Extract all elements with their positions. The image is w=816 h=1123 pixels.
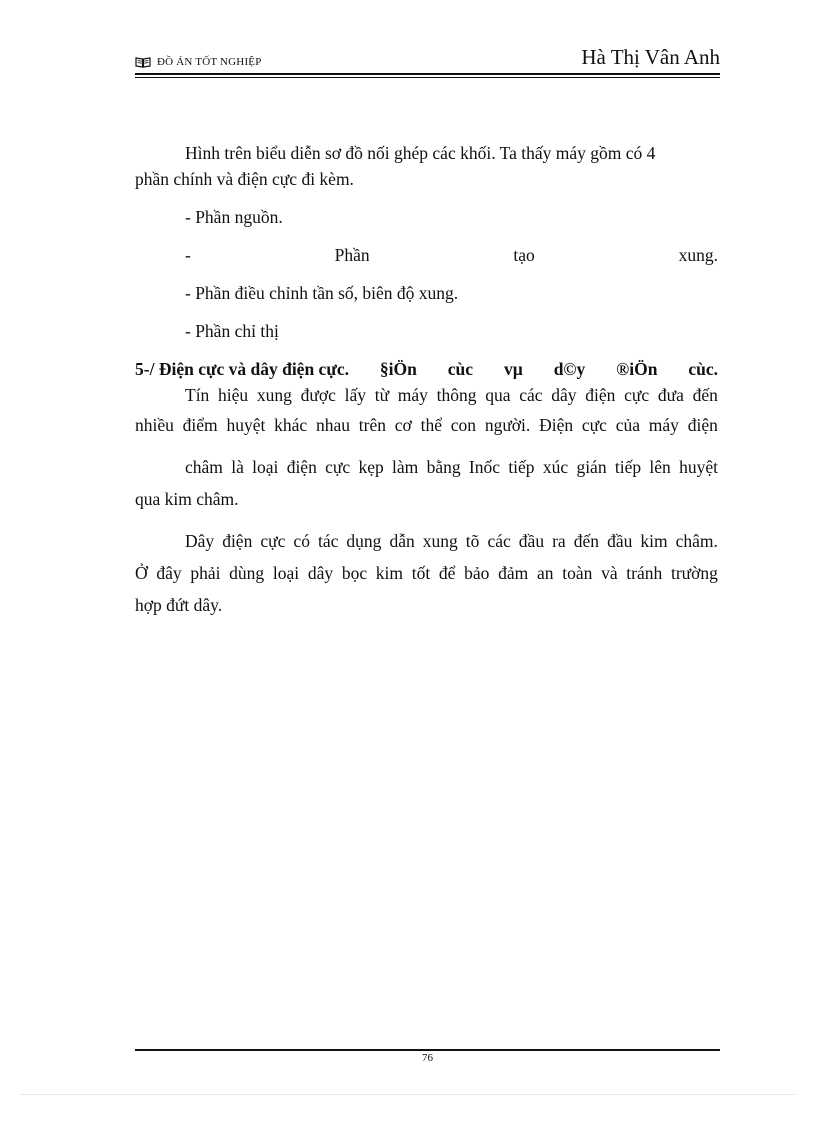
word: máy xyxy=(397,385,428,405)
word: đảm xyxy=(498,563,529,583)
word: tiếp xyxy=(614,457,642,477)
word: cơ xyxy=(394,415,412,435)
word: Điện xyxy=(539,415,574,435)
word: người. xyxy=(484,415,531,435)
section-heading xyxy=(135,356,718,382)
word: bằng xyxy=(426,457,461,477)
word: đầu xyxy=(607,531,633,551)
word: dụng xyxy=(346,531,382,551)
word: Tín xyxy=(185,385,210,405)
word: đầu xyxy=(518,531,545,551)
para1-line1: Hình trên biểu diễn sơ đồ nối ghép các khối. Ta thấy máy gồm có 4 xyxy=(185,143,656,163)
list-item-display: - Phần chỉ thị xyxy=(185,321,279,341)
para3-line2 xyxy=(135,560,718,586)
word: hiệu xyxy=(218,385,249,405)
word: qua xyxy=(485,385,511,405)
word: được xyxy=(300,385,336,405)
word: tránh xyxy=(626,563,663,583)
word: kim xyxy=(640,531,668,551)
page-edge xyxy=(20,1094,796,1095)
word: khác xyxy=(274,415,308,435)
word: cực xyxy=(260,531,286,551)
word: thể xyxy=(420,415,442,435)
word: cùc. xyxy=(688,359,718,379)
word: nhau xyxy=(315,415,350,435)
word: tõ xyxy=(465,531,480,551)
word: máy xyxy=(648,415,679,435)
word: dây xyxy=(307,563,334,583)
word: cực xyxy=(624,385,650,405)
word: xung xyxy=(256,385,292,405)
word: dây xyxy=(551,385,577,405)
word: có xyxy=(293,531,310,551)
word: các xyxy=(487,531,511,551)
word: lên xyxy=(649,457,671,477)
word: dùng xyxy=(229,563,265,583)
para2-line4: qua kim châm. xyxy=(135,489,239,509)
page-header xyxy=(135,46,720,72)
word: để xyxy=(438,563,456,583)
word: Ở xyxy=(135,563,148,583)
word: Dây xyxy=(185,531,215,551)
word: tác xyxy=(317,531,339,551)
header-rule-thick xyxy=(135,73,720,75)
word: và xyxy=(601,563,618,583)
word: cùc xyxy=(447,359,474,379)
header-left xyxy=(135,56,262,68)
word: huyệt xyxy=(226,415,266,435)
footer-rule xyxy=(135,1049,720,1051)
word: xung. xyxy=(678,245,718,265)
word: bảo xyxy=(464,563,490,583)
para2-line2 xyxy=(135,412,718,438)
word: vµ xyxy=(503,359,523,379)
para2-line1 xyxy=(135,382,718,408)
word: đây xyxy=(156,563,182,583)
author-name: Hà Thị Vân Anh xyxy=(581,45,720,69)
word: nhiều xyxy=(135,415,174,435)
word: huyệt xyxy=(679,457,718,477)
word: điện xyxy=(222,531,253,551)
word: dẫn xyxy=(389,531,415,551)
word: an xyxy=(536,563,554,583)
word: châm xyxy=(185,457,223,477)
list-item-pulse xyxy=(135,242,718,268)
word: toàn xyxy=(562,563,593,583)
para1-line2: phần chính và điện cực đi kèm. xyxy=(135,169,354,189)
word: là xyxy=(231,457,244,477)
word: đến xyxy=(573,531,600,551)
word: châm. xyxy=(675,531,718,551)
word: - xyxy=(185,245,191,265)
word: cực xyxy=(325,457,351,477)
word: từ xyxy=(374,385,390,405)
page-body xyxy=(135,140,718,618)
word: Phần xyxy=(334,245,370,265)
word: gián xyxy=(576,457,607,477)
word: trường xyxy=(670,563,718,583)
word: phải xyxy=(190,563,221,583)
list-item-adjust: - Phần điều chỉnh tần số, biên độ xung. xyxy=(185,283,459,303)
word: d©y xyxy=(553,359,586,379)
header-rule-thin xyxy=(135,77,720,78)
word: điện xyxy=(687,415,718,435)
para3-line1 xyxy=(135,528,718,554)
word: của xyxy=(615,415,640,435)
word: loại xyxy=(272,563,300,583)
para2-line3 xyxy=(135,454,718,480)
heading-title: 5-/ Điện cực và dây điện cực. xyxy=(135,359,349,379)
thesis-label: ĐỒ ÁN TỐT NGHIỆP xyxy=(157,56,262,68)
word: tạo xyxy=(513,245,535,265)
word: xúc xyxy=(542,457,569,477)
word: thông xyxy=(436,385,477,405)
word: kim xyxy=(375,563,404,583)
para3-line3: hợp đứt dây. xyxy=(135,595,223,615)
word: điểm xyxy=(182,415,218,435)
word: con xyxy=(450,415,477,435)
word: làm xyxy=(392,457,419,477)
word: ®iÖn xyxy=(616,359,658,379)
word: tiếp xyxy=(508,457,535,477)
word: bọc xyxy=(341,563,368,583)
word: ra xyxy=(552,531,566,551)
word: §iÖn xyxy=(379,359,417,379)
word: loại xyxy=(252,457,279,477)
word: kẹp xyxy=(358,457,384,477)
word: Inốc xyxy=(468,457,501,477)
word: điện xyxy=(286,457,317,477)
word: xung xyxy=(422,531,458,551)
word: cực xyxy=(581,415,607,435)
word: các xyxy=(519,385,543,405)
list-item-power: - Phần nguồn. xyxy=(185,207,283,227)
page-number: 76 xyxy=(422,1052,433,1064)
open-book-icon xyxy=(135,56,151,68)
word: tốt xyxy=(411,563,431,583)
word: điện xyxy=(585,385,616,405)
word: lấy xyxy=(344,385,366,405)
word: đưa xyxy=(657,385,684,405)
word: đến xyxy=(692,385,718,405)
word: trên xyxy=(358,415,386,435)
